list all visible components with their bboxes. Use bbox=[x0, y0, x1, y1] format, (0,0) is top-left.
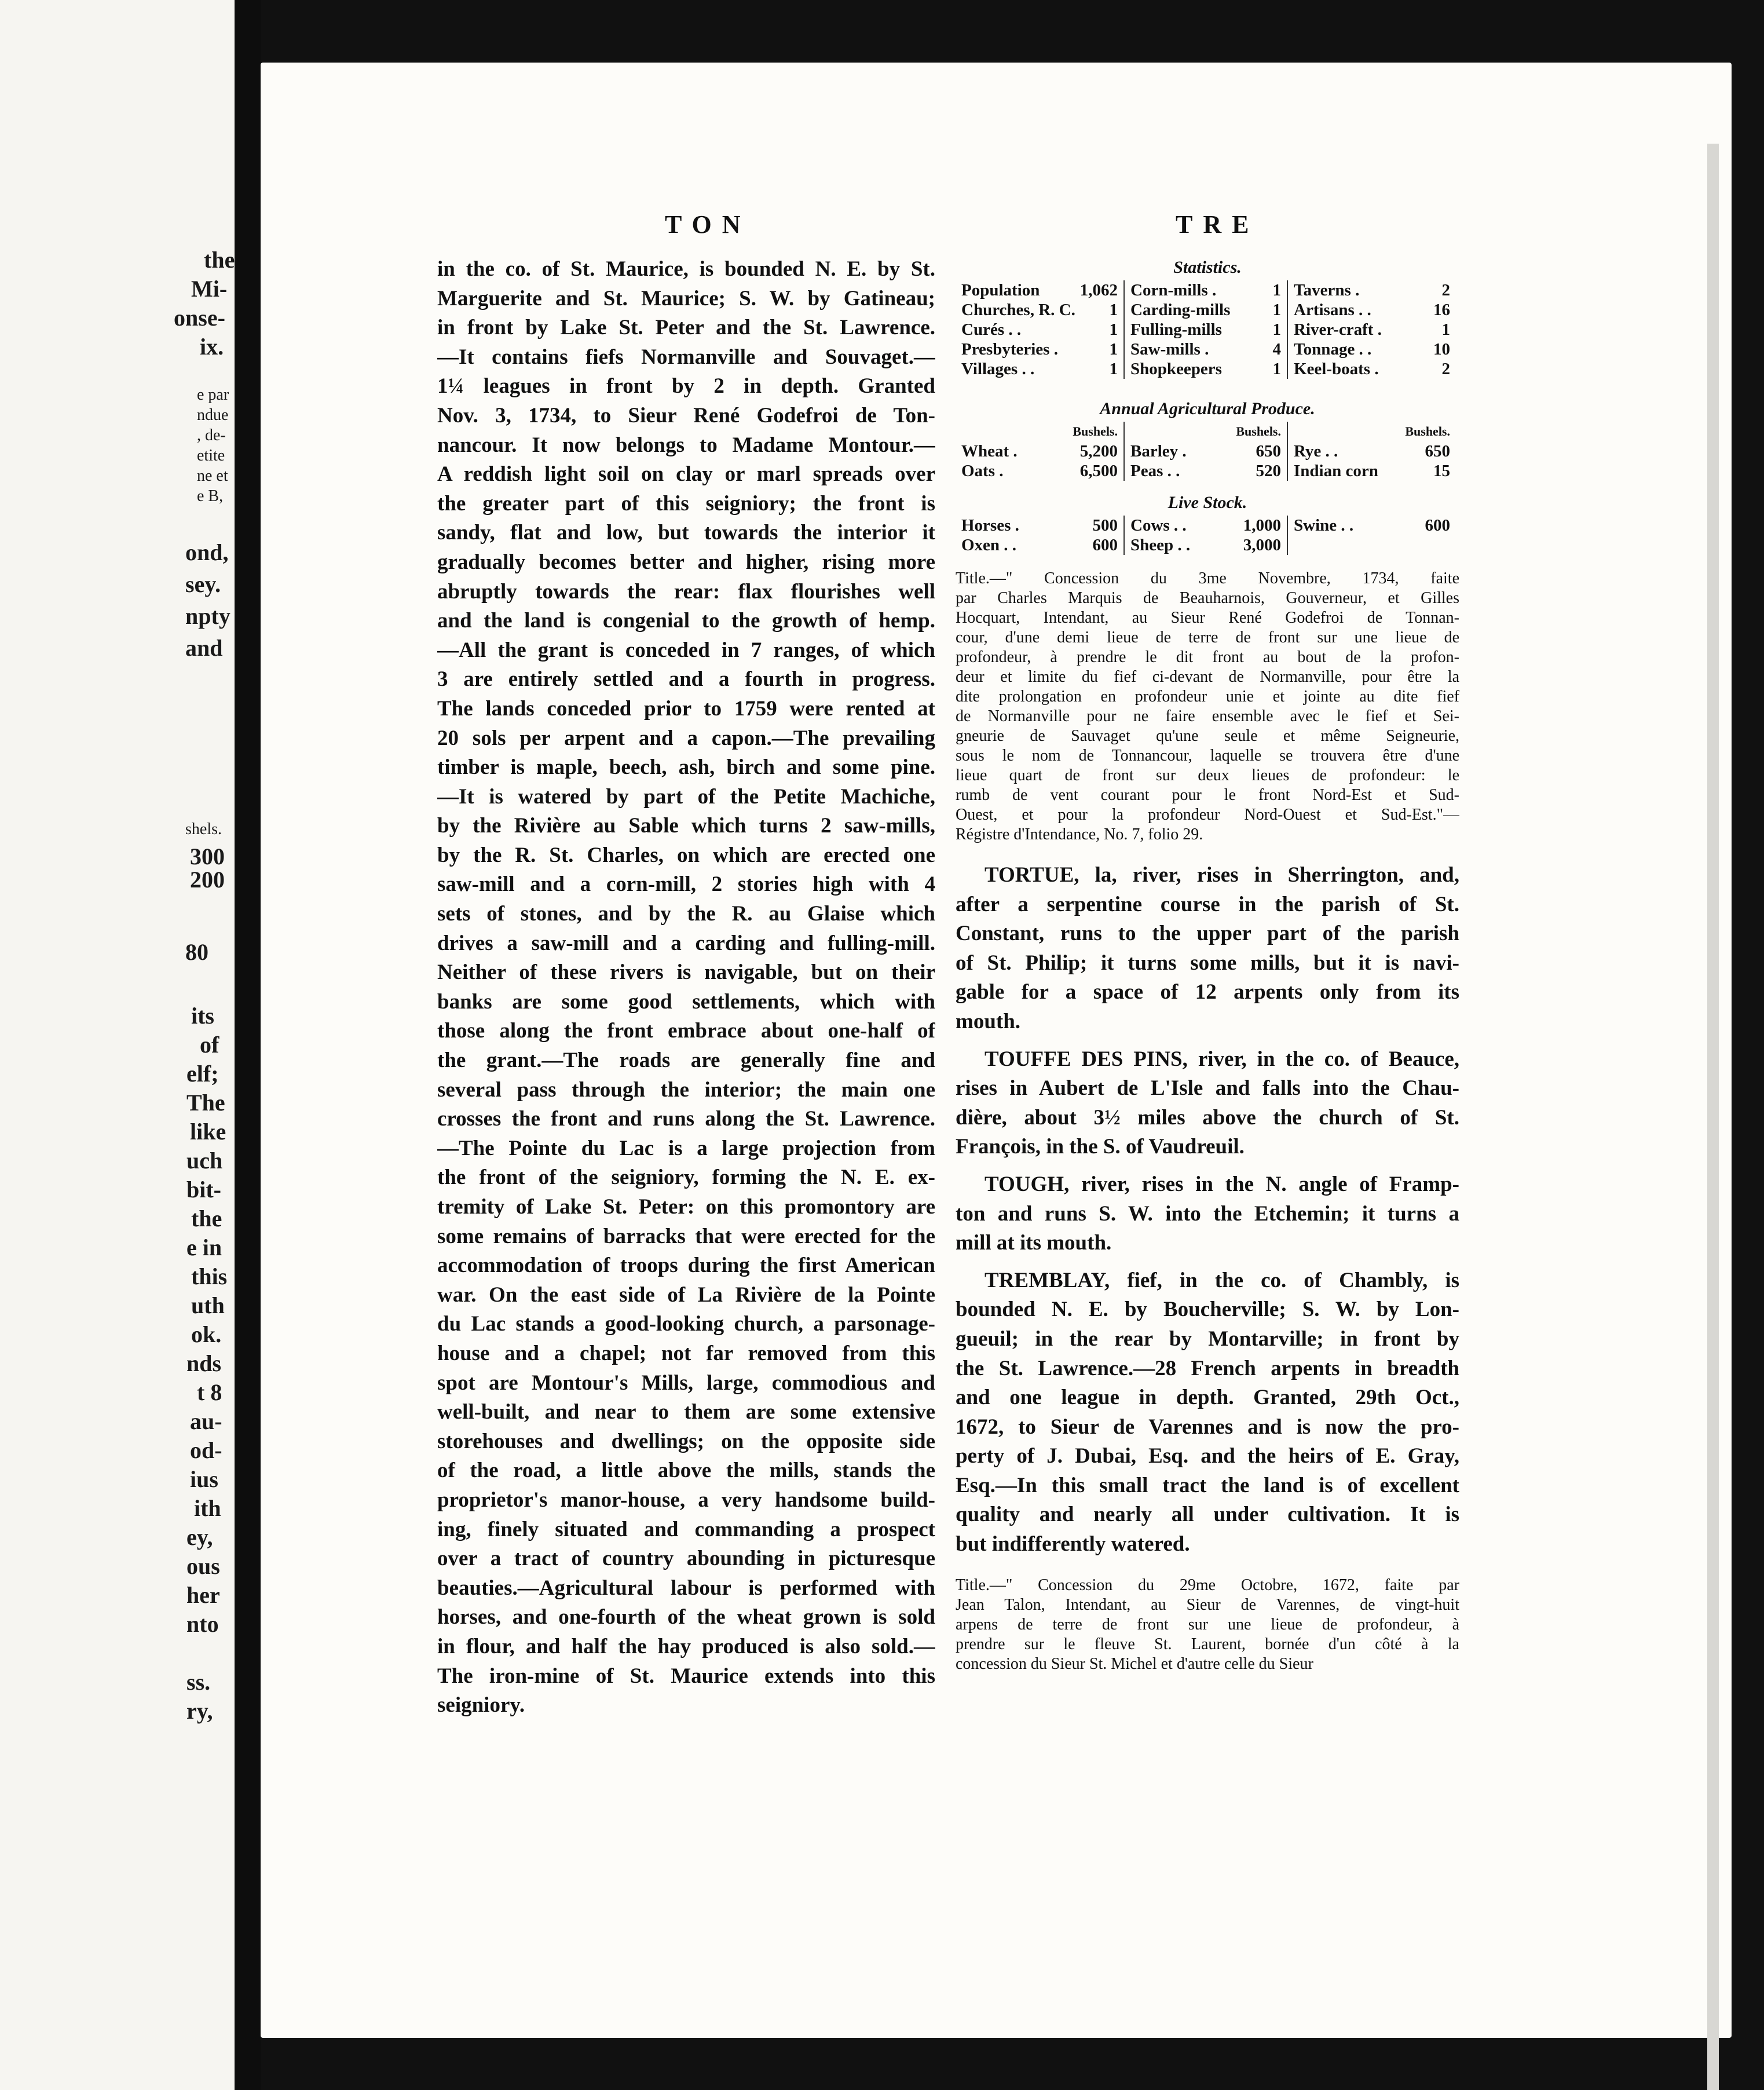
left-fragment: shels. bbox=[185, 820, 222, 838]
left-fragment: ond, bbox=[185, 539, 229, 565]
text-line: those along the front embrace about one-half of bbox=[437, 1019, 935, 1043]
table-row bbox=[961, 516, 1118, 535]
left-fragment: nds bbox=[186, 1350, 222, 1376]
table-column bbox=[1287, 516, 1456, 555]
table-row bbox=[1130, 441, 1281, 461]
table-row bbox=[1294, 280, 1450, 300]
table-column bbox=[956, 280, 1123, 379]
row-value: 1 bbox=[1109, 340, 1118, 359]
row-value: 650 bbox=[1256, 442, 1281, 461]
text-line: nancour. It now belongs to Madame Montour.— bbox=[437, 433, 935, 457]
text-line: The iron-mine of St. Maurice extends into this bbox=[437, 1664, 935, 1688]
row-label: Curés . . bbox=[961, 320, 1022, 339]
left-fragment: uth bbox=[191, 1292, 225, 1318]
title-note-line: lieue quart de front sur deux lieues de profondeur: le bbox=[956, 766, 1459, 784]
text-line: The lands conceded prior to 1759 were rented at bbox=[437, 696, 935, 721]
text-line: but indifferently watered. bbox=[956, 1532, 1190, 1556]
text-line: 3 are entirely settled and a fourth in progress. bbox=[437, 667, 935, 692]
title-note-line: gneurie de Sauvaget qu'une seule et même Seigneurie, bbox=[956, 727, 1459, 745]
text-line: in flour, and half the hay produced is also sold.— bbox=[437, 1634, 935, 1658]
text-line: du Lac stands a good-looking church, a parsonage- bbox=[437, 1312, 935, 1336]
row-label: Shopkeepers bbox=[1130, 360, 1222, 378]
title-note-line: Title.—" Concession du 29me Octobre, 1672, faite par bbox=[956, 1576, 1459, 1594]
row-value: 1,000 bbox=[1243, 516, 1281, 535]
left-fragment: etite bbox=[197, 447, 225, 465]
title-note-line: Régistre d'Intendance, No. 7, folio 29. bbox=[956, 825, 1203, 843]
table-row bbox=[1130, 339, 1281, 359]
table-column bbox=[1123, 516, 1287, 555]
left-fragment: the bbox=[204, 247, 235, 273]
left-fragment: ey, bbox=[186, 1524, 213, 1550]
left-text-column bbox=[437, 255, 935, 1720]
row-label: Barley . bbox=[1130, 442, 1187, 461]
row-value: 500 bbox=[1092, 516, 1118, 535]
left-fragment: its bbox=[191, 1003, 214, 1029]
table-row bbox=[1130, 300, 1281, 320]
entry-tremblay bbox=[956, 1266, 1459, 1559]
row-value: 4 bbox=[1272, 340, 1281, 359]
text-line: 1¼ leagues in front by 2 in depth. Granted bbox=[437, 374, 935, 399]
text-line: sets of stones, and by the R. au Glaise which bbox=[437, 902, 935, 926]
text-line: quality and nearly all under cultivation. It is bbox=[956, 1503, 1459, 1527]
title-note-line: Hocquart, Intendant, au Sieur René Godefroi de Tonnan- bbox=[956, 609, 1459, 627]
text-line: Marguerite and St. Maurice; S. W. by Gatineau; bbox=[437, 286, 935, 310]
left-fragment: like bbox=[190, 1119, 226, 1145]
text-line: some remains of barracks that were erected for the bbox=[437, 1224, 935, 1248]
text-line: accommodation of troops during the first American bbox=[437, 1254, 935, 1278]
left-fragment: her bbox=[186, 1582, 220, 1608]
row-label: River-craft . bbox=[1294, 320, 1382, 339]
left-fragment: of bbox=[200, 1032, 219, 1058]
livestock-heading: Live Stock. bbox=[1168, 493, 1247, 512]
row-value: 10 bbox=[1433, 340, 1450, 359]
left-fragment: e B, bbox=[197, 487, 224, 505]
text-line: TOUGH, river, rises in the N. angle of Framp- bbox=[985, 1172, 1459, 1196]
row-label: Churches, R. C. bbox=[961, 301, 1075, 319]
row-label: Indian corn bbox=[1294, 462, 1378, 480]
text-line: perty of J. Dubai, Esq. and the heirs of E. Gray, bbox=[956, 1444, 1459, 1468]
text-line: of the road, a little above the mills, stands the bbox=[437, 1459, 935, 1483]
table-row bbox=[1130, 461, 1281, 481]
gazetteer-entries bbox=[956, 861, 1459, 1559]
row-value: 1 bbox=[1109, 320, 1118, 339]
row-label: Tonnage . . bbox=[1294, 340, 1372, 359]
row-label: Carding-mills bbox=[1130, 301, 1231, 319]
text-line: by the Rivière au Sable which turns 2 saw-mills, bbox=[437, 814, 935, 838]
table-column bbox=[1287, 422, 1456, 481]
table-row bbox=[1130, 320, 1281, 339]
text-line: gueuil; in the rear by Montarville; in front by bbox=[956, 1327, 1459, 1351]
row-label: Horses . bbox=[961, 516, 1019, 535]
text-line: and the land is congenial to the growth of hemp. bbox=[437, 609, 935, 633]
text-line: dière, about 3½ miles above the church of St. bbox=[956, 1105, 1459, 1130]
row-label: Taverns . bbox=[1294, 281, 1360, 299]
left-fragment: au- bbox=[190, 1408, 222, 1434]
left-fragment: ss. bbox=[186, 1669, 211, 1695]
text-line: tremity of Lake St. Peter: on this promontory are bbox=[437, 1195, 935, 1219]
book-gutter bbox=[235, 0, 261, 2090]
text-line: banks are some good settlements, which with bbox=[437, 989, 935, 1014]
row-label: Oats . bbox=[961, 462, 1004, 480]
table-row bbox=[961, 339, 1118, 359]
statistics-table bbox=[956, 280, 1459, 379]
text-line: François, in the S. of Vaudreuil. bbox=[956, 1135, 1245, 1159]
table-row bbox=[1294, 359, 1450, 379]
livestock-table bbox=[956, 516, 1459, 555]
table-row bbox=[1294, 461, 1450, 481]
row-value: 1 bbox=[1272, 320, 1281, 339]
table-column bbox=[1123, 422, 1287, 481]
text-line: after a serpentine course in the parish of St. bbox=[956, 892, 1459, 916]
row-label: Corn-mills . bbox=[1130, 281, 1217, 299]
title-note-line: arpens de terre de front sur une lieue de profondeur, à bbox=[956, 1615, 1459, 1634]
text-line: well-built, and near to them are some extensive bbox=[437, 1400, 935, 1424]
unit-label: Bushels. bbox=[1236, 424, 1281, 439]
title-note-line: deur et limite du fief ci-devant de Normanville, pour être la bbox=[956, 668, 1459, 686]
left-fragment: 300 bbox=[190, 843, 225, 869]
row-value: 1 bbox=[1109, 360, 1118, 378]
text-line: house and a chapel; not far removed from this bbox=[437, 1341, 935, 1365]
text-line: Neither of these rivers is navigable, but on their bbox=[437, 960, 935, 985]
row-value: 600 bbox=[1092, 536, 1118, 554]
table-row bbox=[961, 320, 1118, 339]
text-line: the front of the seigniory, forming the N. E. ex- bbox=[437, 1165, 935, 1190]
text-line: A reddish light soil on clay or marl spreads over bbox=[437, 462, 935, 487]
left-fragment: ok. bbox=[191, 1321, 222, 1347]
row-label: Villages . . bbox=[961, 360, 1035, 378]
row-label: Population bbox=[961, 281, 1040, 299]
text-line: in the co. of St. Maurice, is bounded N. E. by St. bbox=[437, 257, 935, 281]
table-column bbox=[956, 422, 1123, 481]
text-line: war. On the east side of La Rivière de la Pointe bbox=[437, 1282, 935, 1307]
left-fragment: , de- bbox=[197, 426, 226, 444]
text-line: the St. Lawrence.—28 French arpents in breadth bbox=[956, 1356, 1459, 1380]
text-line: drives a saw-mill and a carding and fulling-mill. bbox=[437, 931, 935, 955]
text-line: horses, and one-fourth of the wheat grown is sold bbox=[437, 1605, 935, 1629]
left-fragment: Mi- bbox=[191, 276, 228, 302]
table-row bbox=[1130, 535, 1281, 555]
title-note-line: sous le nom de Tonnancour, laquelle se trouvera être d'une bbox=[956, 747, 1459, 765]
text-line: ton and runs S. W. into the Etchemin; it turns a bbox=[956, 1201, 1459, 1226]
title-note-line: de Normanville pour ne faire ensemble avec le fief et Sei- bbox=[956, 707, 1459, 725]
table-row bbox=[1294, 320, 1450, 339]
entry-touffe-des-pins bbox=[956, 1045, 1459, 1162]
title-note-line: Jean Talon, Intendant, au Sieur de Varennes, de vingt-huit bbox=[956, 1595, 1459, 1614]
title-note-line: par Charles Marquis de Beauharnois, Gouverneur, et Gilles bbox=[956, 589, 1459, 607]
table-row bbox=[961, 461, 1118, 481]
left-fragment: e in bbox=[186, 1234, 222, 1260]
row-value: 520 bbox=[1256, 462, 1281, 480]
row-value: 1 bbox=[1272, 360, 1281, 378]
table-column bbox=[956, 516, 1123, 555]
title-note-line: concession du Sieur St. Michel et d'autre celle du Sieur bbox=[956, 1654, 1313, 1673]
text-line: proprietor's manor-house, a very handsome build- bbox=[437, 1488, 935, 1512]
text-line: gradually becomes better and higher, rising more bbox=[437, 550, 935, 574]
text-line: of St. Philip; it turns some mills, but it is navi- bbox=[956, 951, 1459, 975]
text-line: Esq.—In this small tract the land is of excellent bbox=[956, 1473, 1459, 1497]
title-note-line: cour, d'une demi lieue de terre de front sur une lieue de bbox=[956, 629, 1459, 646]
text-line: mouth. bbox=[956, 1009, 1021, 1033]
text-line: sandy, flat and low, but towards the interior it bbox=[437, 521, 935, 545]
row-value: 16 bbox=[1433, 301, 1450, 319]
left-fragment: 200 bbox=[190, 867, 225, 893]
left-fragment: 80 bbox=[185, 939, 208, 965]
table-column bbox=[1287, 280, 1456, 379]
left-fragment: npty bbox=[185, 603, 230, 629]
text-line: over a tract of country abounding in picturesque bbox=[437, 1547, 935, 1571]
text-line: in front by Lake St. Peter and the St. Lawrence. bbox=[437, 316, 935, 340]
text-line: crosses the front and runs along the St. Lawrence. bbox=[437, 1107, 935, 1131]
left-fragment: uch bbox=[186, 1148, 223, 1174]
text-line: TORTUE, la, river, rises in Sherrington, and, bbox=[985, 863, 1459, 887]
table-row bbox=[1130, 359, 1281, 379]
facing-page bbox=[0, 0, 235, 2090]
table-row bbox=[961, 535, 1118, 555]
row-value: 650 bbox=[1425, 442, 1450, 461]
left-fragment: and bbox=[185, 635, 223, 661]
row-label: Artisans . . bbox=[1294, 301, 1371, 319]
left-fragment: ndue bbox=[197, 406, 229, 424]
text-line: —It is watered by part of the Petite Machiche, bbox=[437, 784, 935, 809]
row-value: 1 bbox=[1272, 281, 1281, 299]
text-line: —All the grant is conceded in 7 ranges, of which bbox=[437, 638, 935, 662]
table-row bbox=[1130, 516, 1281, 535]
left-fragment: this bbox=[191, 1263, 228, 1289]
title-note-tonnancour bbox=[956, 569, 1459, 845]
text-line: —The Pointe du Lac is a large projection from bbox=[437, 1136, 935, 1160]
row-value: 6,500 bbox=[1079, 462, 1118, 480]
running-head-left: TON bbox=[665, 210, 751, 239]
left-fragment: onse- bbox=[174, 305, 225, 331]
table-row bbox=[961, 280, 1118, 300]
text-line: rises in Aubert de L'Isle and falls into the Chau- bbox=[956, 1076, 1459, 1101]
text-line: —It contains fiefs Normanville and Souvaget.— bbox=[437, 345, 935, 369]
text-line: Constant, runs to the upper part of the parish bbox=[956, 922, 1459, 946]
title-note-tremblay bbox=[956, 1576, 1459, 1674]
text-line: the greater part of this seigniory; the front is bbox=[437, 491, 935, 516]
table-column bbox=[1123, 280, 1287, 379]
title-note-line: rumb de vent courant pour le front Nord-Est et Sud- bbox=[956, 786, 1459, 804]
running-head-right: TRE bbox=[1176, 210, 1260, 239]
entry-tough bbox=[956, 1170, 1459, 1258]
row-value: 15 bbox=[1433, 462, 1450, 480]
row-value: 1,062 bbox=[1079, 281, 1118, 299]
row-value: 1 bbox=[1109, 301, 1118, 319]
title-note-line: dite prolongation en profondeur unie et jointe au dite fief bbox=[956, 688, 1459, 706]
table-row bbox=[1294, 300, 1450, 320]
row-value: 2 bbox=[1441, 281, 1450, 299]
text-line: 1672, to Sieur de Varennes and is now the pro- bbox=[956, 1415, 1459, 1439]
row-label: Wheat . bbox=[961, 442, 1018, 461]
right-text-column bbox=[956, 255, 1459, 1674]
text-line: gable for a space of 12 arpents only from its bbox=[956, 980, 1459, 1004]
left-fragment: ix. bbox=[200, 334, 224, 360]
text-line: 20 sols per arpent and a capon.—The prevailing bbox=[437, 726, 935, 750]
table-row bbox=[1294, 516, 1450, 535]
left-fragment: the bbox=[191, 1205, 222, 1232]
title-note-line: Title.—" Concession du 3me Novembre, 1734, faite bbox=[956, 569, 1459, 587]
text-line: the grant.—The roads are generally fine and bbox=[437, 1048, 935, 1073]
text-line: TOUFFE DES PINS, river, in the co. of Beauce, bbox=[985, 1047, 1459, 1071]
unit-label: Bushels. bbox=[1405, 424, 1450, 439]
left-fragment: bit- bbox=[186, 1176, 221, 1203]
left-fragment: elf; bbox=[186, 1061, 219, 1087]
text-line: storehouses and dwellings; on the opposite side bbox=[437, 1429, 935, 1453]
text-line: timber is maple, beech, ash, birch and some pine. bbox=[437, 755, 935, 780]
table-row bbox=[961, 300, 1118, 320]
text-line: abruptly towards the rear: flax flourishes well bbox=[437, 579, 935, 604]
left-fragment: ius bbox=[190, 1466, 218, 1492]
left-fragment: e par bbox=[197, 386, 229, 404]
text-line: saw-mill and a corn-mill, 2 stories high with 4 bbox=[437, 872, 935, 897]
row-value: 1 bbox=[1272, 301, 1281, 319]
text-line: beauties.—Agricultural labour is performed with bbox=[437, 1576, 935, 1600]
entry-tortue bbox=[956, 861, 1459, 1037]
text-line: bounded N. E. by Boucherville; S. W. by Lon- bbox=[956, 1298, 1459, 1322]
title-note-line: profondeur, à prendre le dit front au bout de la profon- bbox=[956, 648, 1459, 666]
produce-table bbox=[956, 422, 1459, 481]
left-fragment: od- bbox=[190, 1437, 222, 1463]
table-row bbox=[1294, 339, 1450, 359]
text-line: TREMBLAY, fief, in the co. of Chambly, is bbox=[985, 1268, 1459, 1292]
table-row bbox=[961, 441, 1118, 461]
text-line: Nov. 3, 1734, to Sieur René Godefroi de Ton- bbox=[437, 403, 935, 427]
row-label: Keel-boats . bbox=[1294, 360, 1379, 378]
row-label: Presbyteries . bbox=[961, 340, 1058, 359]
row-value: 600 bbox=[1425, 516, 1450, 535]
page-edge bbox=[1707, 144, 1719, 2090]
table-row bbox=[961, 359, 1118, 379]
text-line: by the R. St. Charles, on which are erected one bbox=[437, 843, 935, 867]
row-label: Swine . . bbox=[1294, 516, 1354, 535]
produce-heading: Annual Agricultural Produce. bbox=[1100, 399, 1315, 418]
text-line: and one league in depth. Granted, 29th Oct., bbox=[956, 1386, 1459, 1410]
row-label: Saw-mills . bbox=[1130, 340, 1209, 359]
row-label: Oxen . . bbox=[961, 536, 1017, 554]
title-note-line: Ouest, et pour la profondeur Nord-Ouest et Sud-Est."— bbox=[956, 806, 1459, 824]
left-fragment: ous bbox=[186, 1553, 220, 1579]
left-fragment: The bbox=[186, 1090, 225, 1116]
left-fragment: ith bbox=[194, 1495, 221, 1521]
text-line: mill at its mouth. bbox=[956, 1231, 1112, 1255]
row-value: 2 bbox=[1441, 360, 1450, 378]
text-line: several pass through the interior; the main one bbox=[437, 1077, 935, 1102]
table-row bbox=[1130, 280, 1281, 300]
row-label: Cows . . bbox=[1130, 516, 1187, 535]
title-note-line: prendre sur le fleuve St. Laurent, bornée d'un côté à la bbox=[956, 1635, 1459, 1653]
left-fragment: nto bbox=[186, 1611, 219, 1637]
unit-label: Bushels. bbox=[1073, 424, 1118, 439]
row-value: 5,200 bbox=[1079, 442, 1118, 461]
text-line: spot are Montour's Mills, large, commodious and bbox=[437, 1371, 935, 1395]
row-value: 3,000 bbox=[1243, 536, 1281, 554]
table-row bbox=[1294, 441, 1450, 461]
row-label: Rye . . bbox=[1294, 442, 1338, 461]
row-value: 1 bbox=[1441, 320, 1450, 339]
left-fragment: ry, bbox=[186, 1698, 213, 1724]
row-label: Sheep . . bbox=[1130, 536, 1191, 554]
text-line: ing, finely situated and commanding a prospect bbox=[437, 1517, 935, 1541]
left-fragment: ne et bbox=[197, 467, 228, 485]
row-label: Fulling-mills bbox=[1130, 320, 1222, 339]
statistics-heading: Statistics. bbox=[1173, 258, 1242, 277]
text-line: seigniory. bbox=[437, 1693, 525, 1718]
row-label: Peas . . bbox=[1130, 462, 1180, 480]
left-fragment: sey. bbox=[185, 571, 221, 597]
left-fragment: t 8 bbox=[197, 1379, 222, 1405]
